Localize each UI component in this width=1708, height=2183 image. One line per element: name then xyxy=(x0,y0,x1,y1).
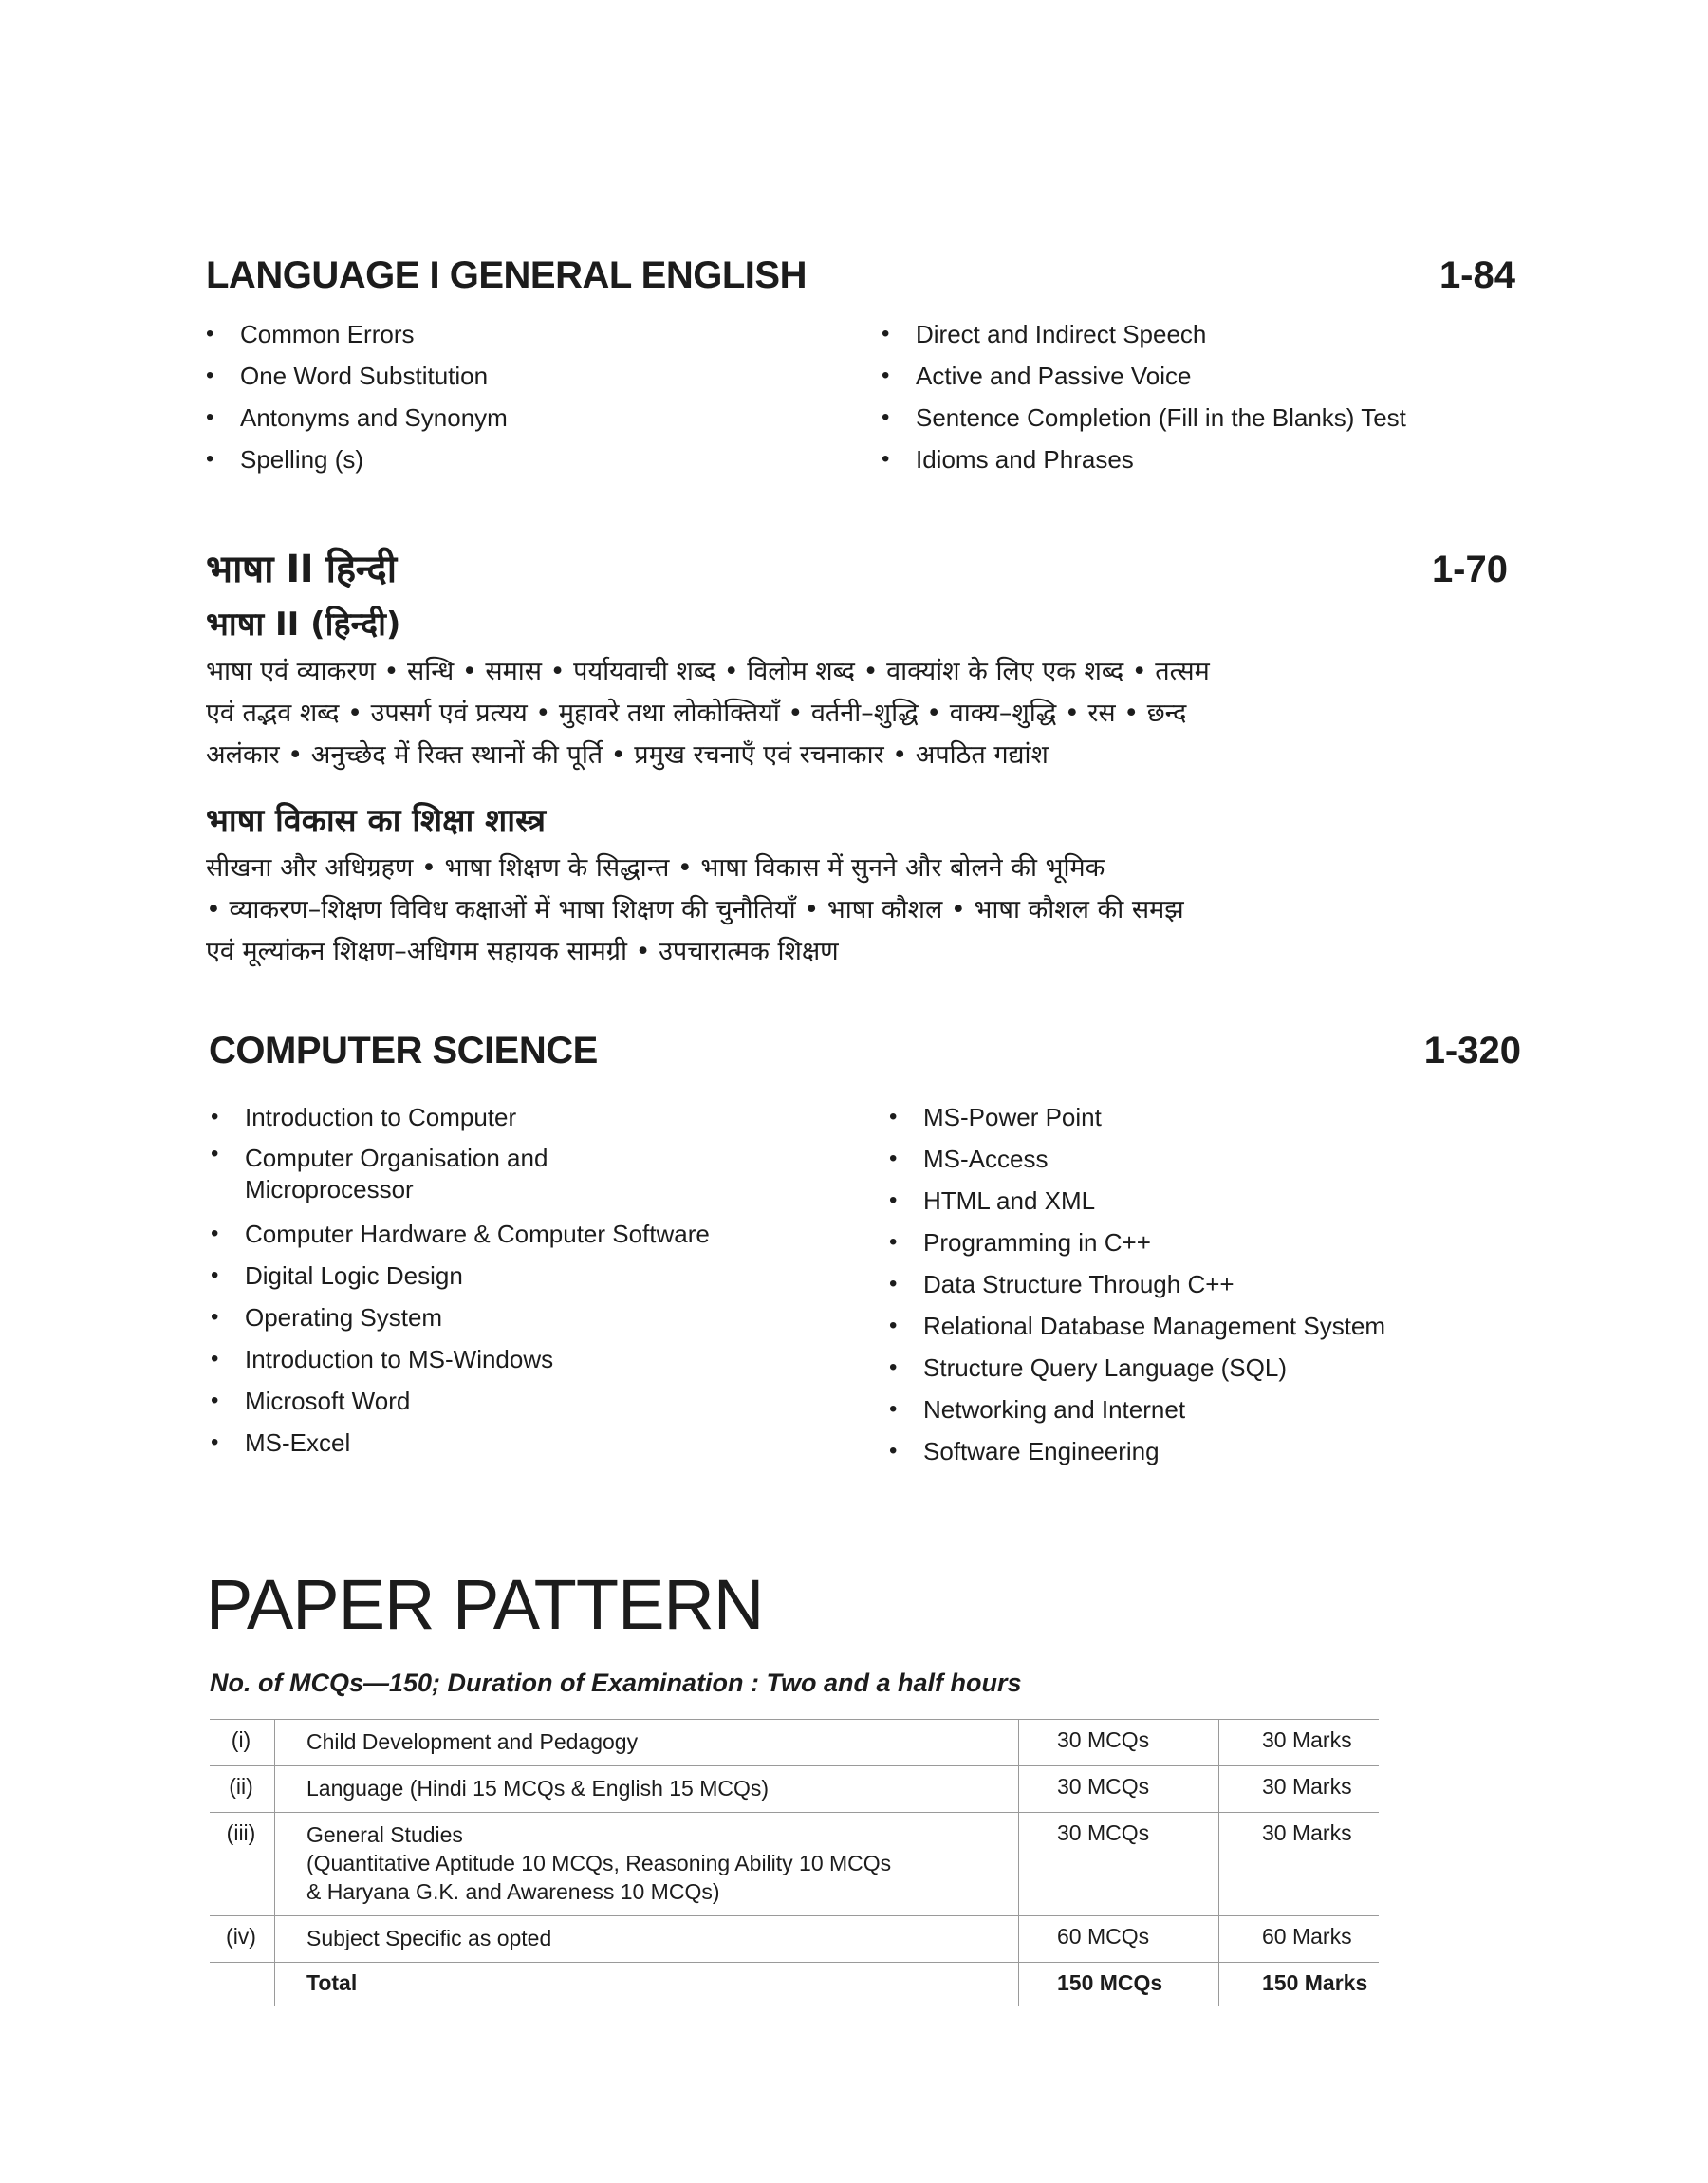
list-item: • HTML and XML xyxy=(889,1180,1385,1222)
row-number: (i) xyxy=(210,1720,275,1766)
description-line: & Haryana G.K. and Awareness 10 MCQs) xyxy=(306,1879,720,1904)
cs-topics-left xyxy=(211,1096,710,1464)
description-line: Child Development and Pedagogy xyxy=(306,1729,639,1754)
list-item: • Direct and Indirect Speech xyxy=(882,313,1406,355)
hindi-subheading-grammar: भाषा II (हिन्दी) xyxy=(206,606,401,644)
text-line: सीखना और अधिग्रहण • भाषा शिक्षण के सिद्धान्त • भाषा विकास में सुनने और बोलने की भूमिक xyxy=(206,853,1105,883)
row-mcqs: 30 MCQs xyxy=(1019,1813,1219,1916)
table-row xyxy=(210,1813,1379,1916)
list-item: • Computer Hardware & Computer Software xyxy=(211,1213,710,1255)
list-item: • Introduction to Computer xyxy=(211,1096,710,1138)
row-description xyxy=(275,1720,1019,1766)
list-item: • Active and Passive Voice xyxy=(882,355,1406,397)
english-page-range: 1-84 xyxy=(1439,254,1515,296)
table-row xyxy=(210,1766,1379,1813)
list-item: • One Word Substitution xyxy=(206,355,508,397)
hindi-section-title: भाषा II हिन्दी xyxy=(206,548,397,591)
list-item: • Relational Database Management System xyxy=(889,1305,1385,1347)
row-description xyxy=(275,1813,1019,1916)
hindi-page-range: 1-70 xyxy=(1431,549,1508,590)
text-line: भाषा एवं व्याकरण • सन्धि • समास • पर्यायवाची शब्द • विलोम शब्द • वाक्यांश के लिए एक शब्द • तत्सम xyxy=(206,657,1210,686)
list-item: • Idioms and Phrases xyxy=(882,438,1406,480)
english-section-header xyxy=(206,254,1515,297)
row-description xyxy=(275,1766,1019,1813)
text-line: एवं तद्भव शब्द • उपसर्ग एवं प्रत्यय • मुहावरे तथा लोकोक्तियाँ • वर्तनी–शुद्धि • वाक्य–शुद्धि • रस • छन्द xyxy=(206,699,1187,728)
total-mcqs: 150 MCQs xyxy=(1019,1963,1219,2006)
list-item: • Spelling (s) xyxy=(206,438,508,480)
paper-pattern-table xyxy=(210,1719,1379,2006)
hindi-subheading-pedagogy: भाषा विकास का शिक्षा शास्त्र xyxy=(206,802,547,840)
row-number xyxy=(210,1963,275,2006)
list-item: • Digital Logic Design xyxy=(211,1255,710,1297)
cs-section-title: COMPUTER SCIENCE xyxy=(209,1030,598,1072)
list-item: • MS-Power Point xyxy=(889,1096,1385,1138)
hindi-grammar-topics xyxy=(206,651,1383,776)
description-line: Subject Specific as opted xyxy=(306,1926,552,1950)
list-item-line: Microprocessor xyxy=(245,1175,414,1203)
list-item: • MS-Excel xyxy=(211,1422,710,1464)
row-number: (iv) xyxy=(210,1916,275,1963)
list-item: • Programming in C++ xyxy=(889,1222,1385,1263)
english-topics-right xyxy=(882,313,1406,480)
row-mcqs: 30 MCQs xyxy=(1019,1766,1219,1813)
english-section-title: LANGUAGE I GENERAL ENGLISH xyxy=(206,254,807,296)
list-item: • Common Errors xyxy=(206,313,508,355)
paper-pattern-subtitle: No. of MCQs—150; Duration of Examination : Two and a half hours xyxy=(210,1669,1022,1697)
total-label: Total xyxy=(275,1963,1019,2006)
text-line: एवं मूल्यांकन शिक्षण–अधिगम सहायक सामग्री • उपचारात्मक शिक्षण xyxy=(206,937,839,966)
table-row xyxy=(210,1720,1379,1766)
text-line: • व्याकरण–शिक्षण विविध कक्षाओं में भाषा शिक्षण की चुनौतियाँ • भाषा कौशल • भाषा कौशल की समझ xyxy=(206,895,1184,924)
row-number: (ii) xyxy=(210,1766,275,1813)
table-row xyxy=(210,1916,1379,1963)
row-number: (iii) xyxy=(210,1813,275,1916)
row-marks: 30 Marks xyxy=(1219,1720,1380,1766)
table-total-row xyxy=(210,1963,1379,2006)
row-marks: 60 Marks xyxy=(1219,1916,1380,1963)
cs-page-range: 1-320 xyxy=(1423,1030,1521,1072)
list-item xyxy=(211,1138,710,1213)
text-line: अलंकार • अनुच्छेद में रिक्त स्थानों की पूर्ति • प्रमुख रचनाएँ एवं रचनाकार • अपठित गद्यांश xyxy=(206,740,1049,770)
row-marks: 30 Marks xyxy=(1219,1813,1380,1916)
description-line: General Studies xyxy=(306,1822,463,1847)
list-item: • Introduction to MS-Windows xyxy=(211,1338,710,1380)
row-mcqs: 60 MCQs xyxy=(1019,1916,1219,1963)
list-item: • Data Structure Through C++ xyxy=(889,1263,1385,1305)
english-topics-left xyxy=(206,313,508,480)
hindi-section-header xyxy=(206,541,1508,593)
list-item: • Operating System xyxy=(211,1297,710,1338)
list-item: • Microsoft Word xyxy=(211,1380,710,1422)
list-item: • Sentence Completion (Fill in the Blanks) Test xyxy=(882,397,1406,438)
list-item: • Structure Query Language (SQL) xyxy=(889,1347,1385,1389)
list-item: • Networking and Internet xyxy=(889,1389,1385,1430)
list-item: • Antonyms and Synonym xyxy=(206,397,508,438)
cs-topics-right xyxy=(889,1096,1385,1472)
list-item-line: Computer Organisation and xyxy=(245,1144,548,1172)
row-description xyxy=(275,1916,1019,1963)
total-marks: 150 Marks xyxy=(1219,1963,1380,2006)
row-mcqs: 30 MCQs xyxy=(1019,1720,1219,1766)
hindi-pedagogy-topics xyxy=(206,848,1383,973)
description-line: Language (Hindi 15 MCQs & English 15 MCQs) xyxy=(306,1776,770,1801)
row-marks: 30 Marks xyxy=(1219,1766,1380,1813)
list-item: • Software Engineering xyxy=(889,1430,1385,1472)
paper-pattern-title: PAPER PATTERN xyxy=(206,1565,764,1644)
cs-section-header xyxy=(209,1030,1521,1073)
description-line: (Quantitative Aptitude 10 MCQs, Reasoning Ability 10 MCQs xyxy=(306,1851,892,1875)
list-item: • MS-Access xyxy=(889,1138,1385,1180)
